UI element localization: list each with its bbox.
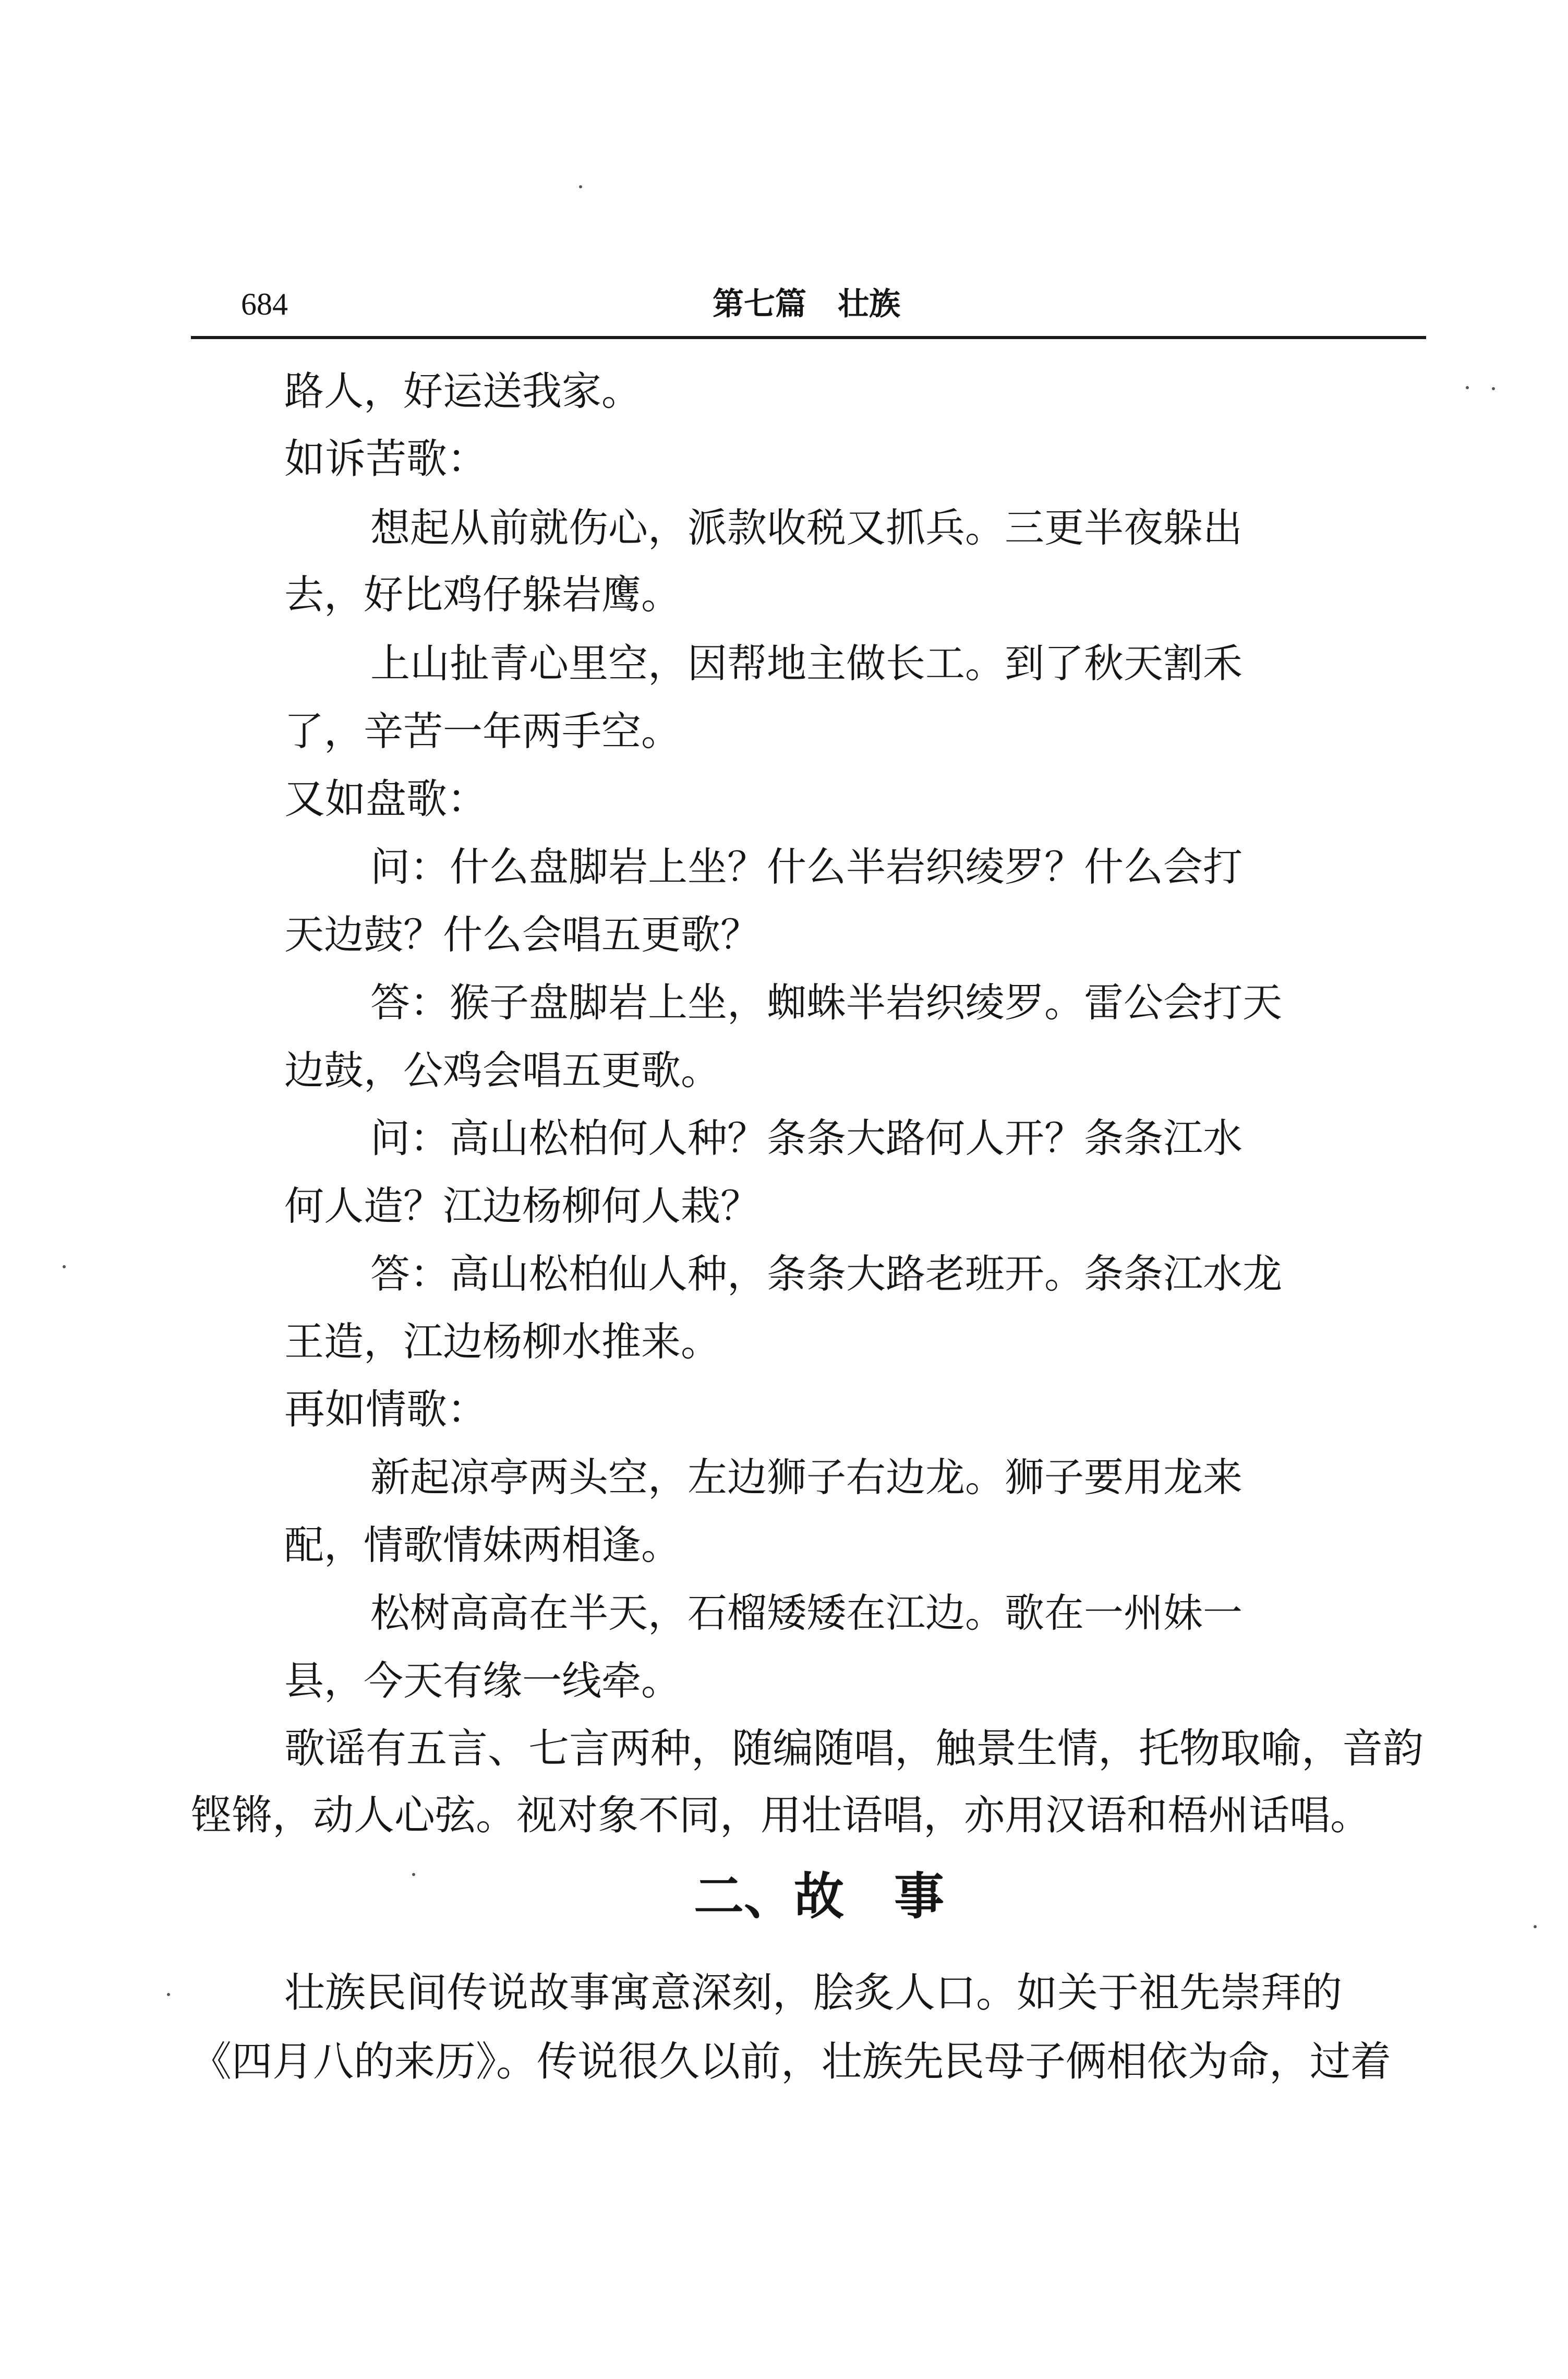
- verse-line: 松树高高在半天，石榴矮矮在江边。歌在一州妹一: [370, 1590, 1243, 1636]
- running-head: 第七篇 壮族: [713, 286, 900, 322]
- text-line: 歌谣有五言、七言两种，随编随唱，触景生情，托物取喻，音韵: [284, 1725, 1424, 1772]
- scan-speck: [579, 185, 582, 188]
- verse-line: 路人，好运送我家。: [284, 368, 641, 414]
- text-line: 壮族民间传说故事寓意深刻，脍炙人口。如关于祖先崇拜的: [284, 1969, 1343, 2016]
- verse-line: 新起凉亭两头空，左边狮子右边龙。狮子要用龙来: [370, 1454, 1243, 1500]
- scan-speck: [1466, 386, 1469, 389]
- verse-line: 问：什么盘脚岩上坐？什么半岩织绫罗？什么会打: [370, 844, 1243, 890]
- text-line: 又如盘歌：: [284, 776, 488, 823]
- text-line: 如诉苦歌：: [284, 436, 488, 483]
- verse-line: 配，情歌情妹两相逢。: [284, 1522, 681, 1568]
- verse-line: 想起从前就伤心，派款收税又抓兵。三更半夜躲出: [370, 504, 1243, 551]
- verse-line: 问：高山松柏何人种？条条大路何人开？条条江水: [370, 1115, 1243, 1161]
- verse-line: 王造，江边杨柳水推来。: [284, 1318, 720, 1365]
- scan-speck: [1534, 1925, 1537, 1928]
- verse-line: 边鼓，公鸡会唱五更歌。: [284, 1047, 720, 1094]
- scan-speck: [1492, 387, 1495, 390]
- text-line: 《四月八的来历》。传说很久以前，壮族先民母子俩相依为命，过着: [191, 2038, 1392, 2085]
- verse-line: 答：猴子盘脚岩上坐，蜘蛛半岩织绫罗。雷公会打天: [370, 979, 1282, 1026]
- scan-speck: [63, 1265, 66, 1268]
- verse-line: 天边鼓？什么会唱五更歌？: [284, 911, 760, 958]
- verse-line: 上山扯青心里空，因帮地主做长工。到了秋天割禾: [370, 640, 1243, 687]
- verse-line: 县，今天有缘一线牵。: [284, 1657, 681, 1704]
- verse-line: 何人造？江边杨柳何人栽？: [284, 1183, 760, 1229]
- scan-speck: [167, 1993, 170, 1996]
- verse-line: 了，辛苦一年两手空。: [284, 708, 681, 754]
- verse-line: 答：高山松柏仙人种，条条大路老班开。条条江水龙: [370, 1251, 1282, 1297]
- section-title: 二、故 事: [694, 1867, 944, 1926]
- text-line: 再如情歌：: [284, 1386, 488, 1433]
- scan-speck: [412, 1873, 415, 1876]
- text-line: 铿锵，动人心弦。视对象不同，用壮语唱，亦用汉语和梧州话唱。: [191, 1792, 1371, 1839]
- page-number: 684: [241, 287, 288, 321]
- verse-line: 去，好比鸡仔躲岩鹰。: [284, 571, 681, 618]
